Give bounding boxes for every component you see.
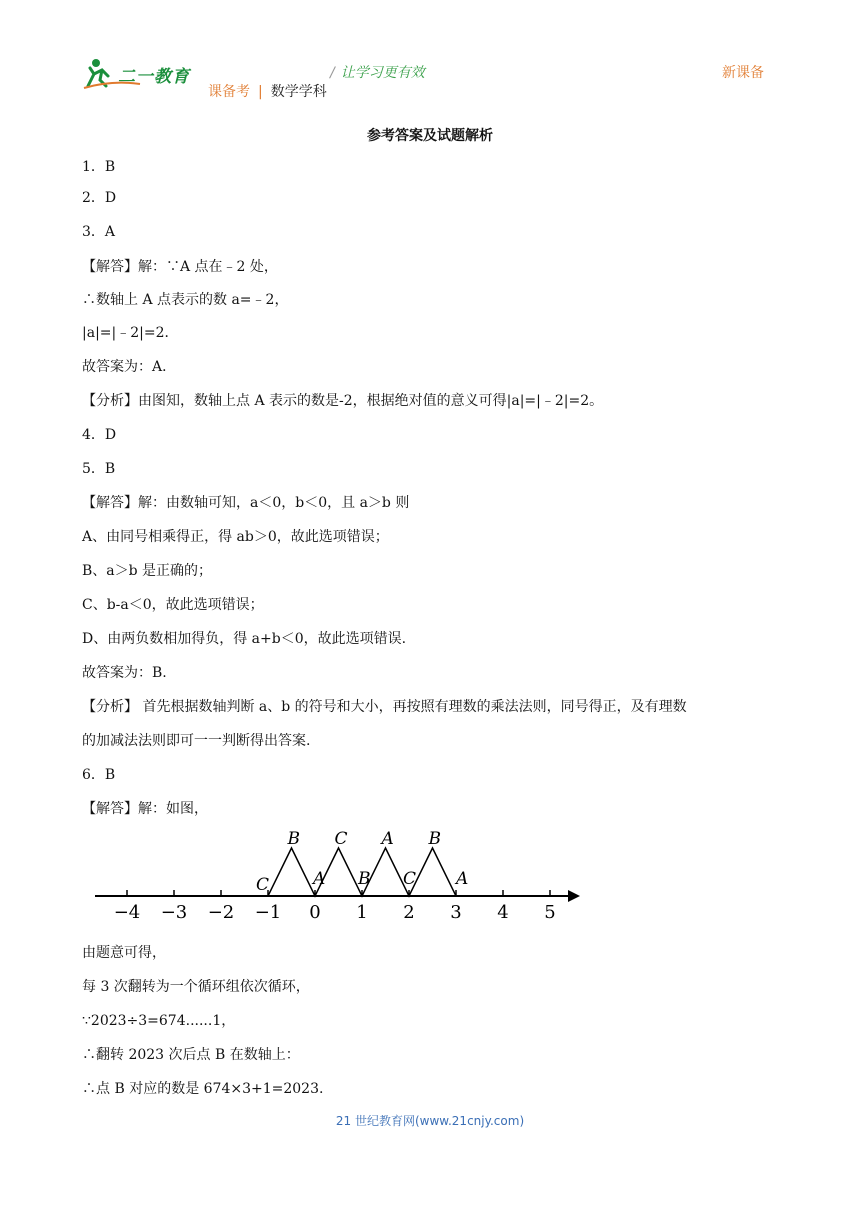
text-line: ∵2023÷3=674......1， [82,1013,236,1029]
text-line: 【解答】解：∵A 点在﹣2 处， [82,259,278,275]
text-line: 故答案为：B. [82,665,167,681]
tick-label: 1 [356,902,368,923]
text-line: A、由同号相乘得正，得 ab＞0，故此选项错误； [82,529,389,545]
text-line: D、由两负数相加得负，得 a+b＜0，故此选项错误. [82,631,407,647]
tick-label: 0 [309,902,321,923]
text-line: 由题意可得， [82,945,166,961]
tick-label: 3 [450,902,462,923]
point-label: C [403,869,417,889]
tick-label: 4 [497,902,509,923]
text-line: 每 3 次翻转为一个循环组依次循环， [82,979,310,995]
header-slogan: / 让学习更有效 [330,65,425,81]
tick-label: −4 [113,902,141,923]
text-line: 6．B [82,767,116,783]
text-line: 4．D [82,427,117,443]
text-line: B、a＞b 是正确的； [82,563,213,579]
axis-arrow-icon [568,890,580,902]
header-right: 新课备 [722,65,764,81]
text-line: C、b-a＜0，故此选项错误； [82,597,264,613]
text-line: 1．B [82,159,116,175]
text-line: |a|=|﹣2|=2． [82,325,179,341]
tick-label: −2 [207,902,235,923]
point-label: C [334,829,348,849]
text-line: 3．A [82,224,116,240]
point-label: B [358,869,371,889]
text-line: ∴翻转 2023 次后点 B 在数轴上： [82,1047,300,1063]
point-label: A [381,829,394,849]
header-sub-1: 课备考 [208,84,250,100]
logo-text: 二一教育 [118,67,190,87]
point-label: B [287,829,300,849]
point-label: C [256,875,270,895]
tick-label: 2 [403,902,415,923]
document-title: 参考答案及试题解析 [367,128,493,144]
header-sub-2: 数学学科 [270,84,327,100]
point-label: A [313,869,326,889]
page-header [0,0,860,110]
number-line-figure [90,826,590,926]
tick-label: −3 [160,902,188,923]
text-line: ∴数轴上 A 点表示的数 a=﹣2， [82,292,289,308]
header-subject [208,81,327,101]
text-line: 【解答】解：如图， [82,801,208,817]
point-label: B [428,829,441,849]
page-footer: 21 世纪教育网(www.21cnjy.com) [335,1114,525,1128]
text-line: 【解答】解：由数轴可知，a＜0，b＜0，且 a＞b 则 [82,495,410,511]
text-line: 【分析】 首先根据数轴判断 a、b 的符号和大小，再按照有理数的乘法法则，同号得正，及有理数 [82,699,687,715]
tick-label: −1 [254,902,282,923]
text-line: 2．D [82,190,117,206]
text-line: ∴点 B 对应的数是 674×3+1=2023. [82,1081,324,1097]
tick-label: 5 [544,902,556,923]
text-line: 的加减法法则即可一一判断得出答案. [82,733,311,749]
text-line: 5．B [82,461,116,477]
text-line: 【分析】由图知，数轴上点 A 表示的数是-2，根据绝对值的意义可得|a|=|﹣2|=2。 [82,393,604,409]
header-sep: | [258,84,263,100]
text-line: 故答案为：A． [82,359,177,375]
point-label: A [456,869,469,889]
